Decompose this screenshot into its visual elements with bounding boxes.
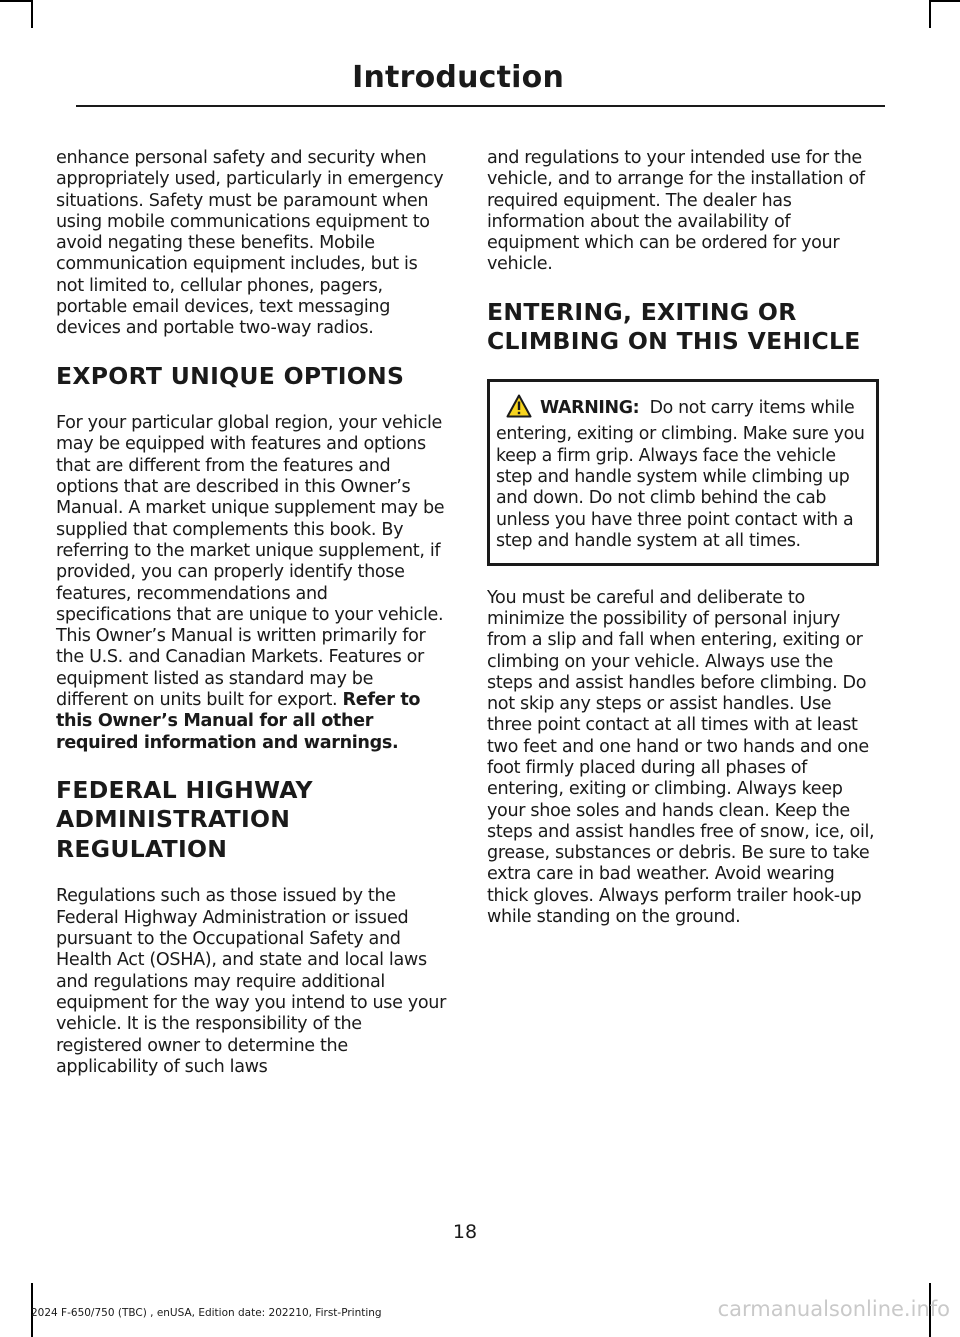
- entering-exiting-heading: [487, 298, 879, 357]
- continued-paragraph: and regulations to your intended use for the vehicle, and to arrange for the installation of required equipment. The dealer has information about the availability of equipment which can be ordered for your vehicle.: [487, 148, 865, 275]
- export-options-paragraph: [56, 413, 448, 754]
- edition-footer: 2024 F-650/750 (TBC) , enUSA, Edition date: 202210, First-Printing: [31, 1307, 382, 1319]
- crop-mark-top-right-v: [929, 0, 931, 28]
- crop-mark-top-left: [0, 0, 31, 2]
- federal-heading-line-2: ADMINISTRATION: [56, 805, 291, 834]
- federal-highway-paragraph: Regulations such as those issued by the Federal Highway Administration or issued pursuant to the Occupational Safety and Health Act (OSHA), and state and local laws and regulations may require additional equipment for the way you intend to use your vehicle. It is the responsibility of the registered owner to determine the applicability of such laws: [56, 886, 446, 1077]
- entering-heading-line-2: CLIMBING ON THIS VEHICLE: [487, 327, 861, 356]
- export-options-bold-note: Refer to this Owner’s Manual for all other required information and warnings.: [56, 690, 421, 753]
- intro-paragraph: enhance personal safety and security when appropriately used, particularly in emergency situations. Safety must be paramount when using mobile communications equipment to avoid negating these benefits. Mobile communication equipment includes, but is not limited to, cellular phones, pagers, portable email devices, text messaging devices and portable two-way radios.: [56, 148, 444, 339]
- left-column: [56, 148, 448, 1100]
- warning-box: [487, 379, 879, 566]
- header-divider: [76, 105, 885, 107]
- export-options-heading: EXPORT UNIQUE OPTIONS: [56, 361, 405, 390]
- watermark: carmanualsonline.info: [717, 1297, 950, 1321]
- export-options-text: For your particular global region, your vehicle may be equipped with features and options that are different from the features and options that are described in this Owner’s Manual. A market unique supplement may be supplied that complements this book. By referring to the market unique supplement, if provided, you can properly identify those features, recommendations and specifications that are unique to your vehicle. This Owner’s Manual is written primarily for the U.S. and Canadian Markets. Features or equipment listed as standard may be different on units built for export.: [56, 413, 445, 711]
- crop-mark-top-right: [929, 0, 960, 2]
- warning-label: WARNING:: [540, 397, 640, 418]
- warning-text: Do not carry items while entering, exiting or climbing. Make sure you keep a firm grip. Always face the vehicle step and handle system while climbing up and down. Do not climb behind the cab unless you have three point contact with a step and handle system at all times.: [496, 397, 865, 552]
- federal-heading-line-3: REGULATION: [56, 834, 228, 863]
- federal-heading-line-1: FEDERAL HIGHWAY: [56, 775, 313, 804]
- page-title: Introduction: [352, 60, 564, 95]
- entering-heading-line-1: ENTERING, EXITING OR: [487, 297, 797, 326]
- right-column: [487, 148, 879, 950]
- federal-highway-heading: [56, 776, 448, 865]
- entering-exiting-paragraph: You must be careful and deliberate to minimize the possibility of personal injury from a slip and fall when entering, exiting or climbing on your vehicle. Always use the steps and assist handles before climbing. Do not skip any steps or assist handles. Use three point contact at all times with at least two feet and one hand or two hands and one foot firmly placed during all phases of entering, exiting or climbing. Always keep your shoe soles and hands clean. Keep the steps and assist handles free of snow, ice, oil, grease, substances or debris. Be sure to take extra care in bad weather. Avoid wearing thick gloves. Always perform trailer hook-up while standing on the ground.: [487, 587, 875, 928]
- page-number: 18: [452, 1221, 478, 1243]
- warning-triangle-icon: [506, 394, 532, 424]
- crop-mark-top-left-v: [31, 0, 33, 28]
